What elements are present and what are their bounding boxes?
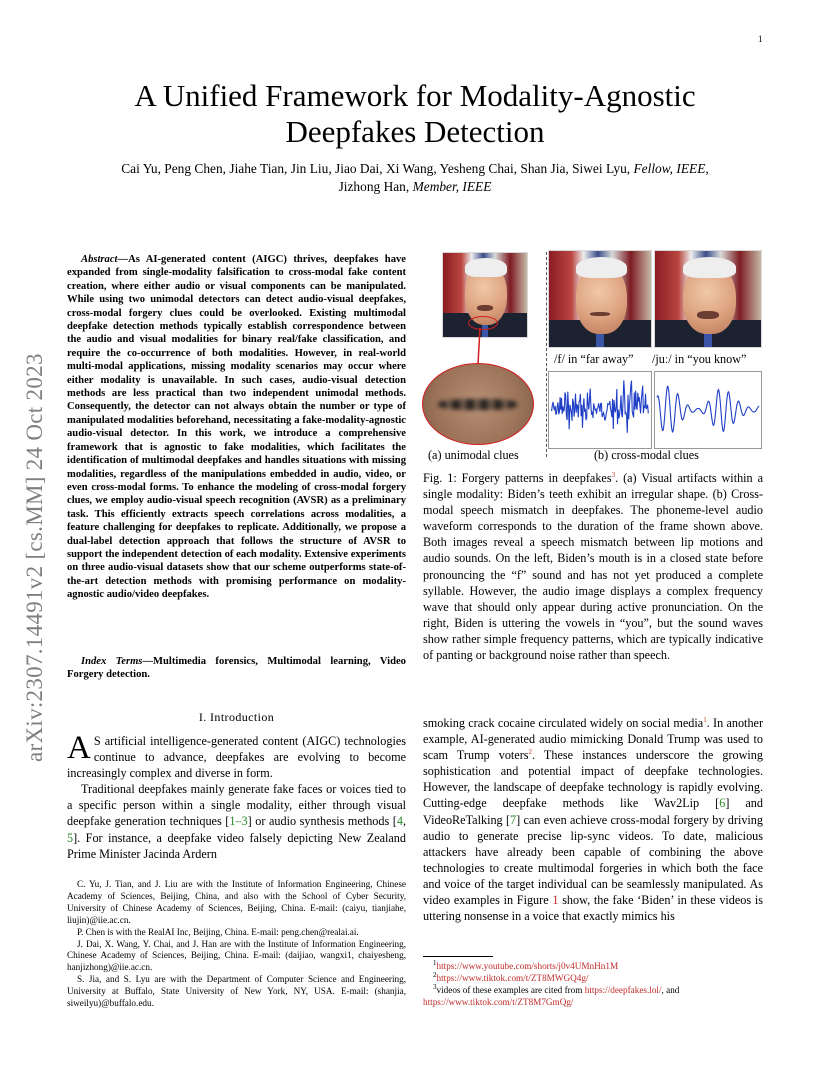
audio-waveform-simple [654, 371, 762, 449]
label-cross-modal: (b) cross-modal clues [594, 448, 699, 462]
teeth-zoom-image [422, 363, 534, 445]
author-list: Cai Yu, Peng Chen, Jiahe Tian, Jin Liu, Jiao Dai, Xi Wang, Yesheng Chai, Shan Jia, Siwei Lyu, Fellow, IEEE, Jizhong Han, Member, IEEE [121, 161, 709, 194]
citation-link[interactable]: 6 [719, 796, 726, 811]
affiliation-footnotes [67, 879, 406, 1010]
label-unimodal: (a) unimodal clues [428, 448, 519, 462]
authors-fellow: Fellow, IEEE [633, 161, 706, 176]
intro-right-column: smoking crack cocaine circulated widely on social media$^1$. In another example, AI-generated audio mimicking Donald Trump was used to scam Trump voters$^2$. These instances underscore the growing sophistication and potential impact of deepfake technologies. However, the landscape of deepfake technology is rapidly evolving. Cutting-edge deepfake methods like Wav2Lip [6] and VideoReTalking [7] can even achieve cross-modal forgery by driving audio to generate precise lip-sync videos. To date, malicious attackers have already been capable of combining the above technologies to create multimodal forgeries in which both the face and voice of the target individual can be seamlessly manipulated. As video examples in Figure 1 show, the fake ‘Biden’ in these videos is uttering nonsense in a voice that exactly mimics his [423, 715, 764, 924]
abstract-lead: Abstract [81, 254, 118, 265]
figure-reference-link[interactable]: 1 [552, 893, 559, 908]
affiliation-note: J. Dai, X. Wang, Y. Chai, and J. Han are with the Institute of Information Engineering, Chinese Academy of Sciences, Beijing, China. E-mail: (daijiao, wangxi1, chaiyesheng, hanjizhong)@iie.ac.cn. [67, 938, 406, 973]
arxiv-stamp: arXiv:2307.14491v2 [cs.MM] 24 Oct 2023 [22, 353, 47, 762]
figure-caption: Fig. 1: Forgery patterns in deepfakes$^3$. (a) Visual artifacts within a single modality: Biden’s teeth exhibit an irregular shape. (b) Cross-modal speech mismatch in deepfakes. The phoneme-level audio waveform corresponds to the duration of the frame shown above. Both images reveal a speech mismatch between lip motions and audio sounds. On the left, Biden’s mouth is in a closed state before pronouncing the “f” sound and has not yet produced a complete syllable. However, the audio image displays a complex frequency wave that should only appear during active pronunciation. On the right, Biden is uttering the vowels in “you”, but the sound waves show rather simple frequency patterns, which are typically indicative of panting or background noise rather than speech. [423, 470, 763, 663]
footnote-rule [423, 956, 493, 957]
zoom-connector-line [422, 250, 546, 370]
footnote-url[interactable]: https://www.youtube.com/shorts/j0v4UMnHn1M [436, 961, 619, 971]
citation-link[interactable]: 7 [510, 812, 517, 827]
paper-title [60, 78, 770, 150]
footnote-marker[interactable]: 3 [611, 470, 616, 479]
footnote-url[interactable]: https://www.tiktok.com/t/ZT8MWGQ4g/ [436, 973, 589, 983]
index-lead: Index Terms [81, 656, 143, 667]
title-line-1: A Unified Framework for Modality-Agnostic [134, 78, 696, 113]
affiliation-note: P. Chen is with the RealAI Inc, Beijing, China. E-mail: peng.chen@realai.ai. [77, 926, 359, 937]
intro-paragraph-2: Traditional deepfakes mainly generate fake faces or voices tied to a specific person within a single modality, either through visual deepfake generation techniques [1–3] or audio synthesis methods [4, 5]. For instance, a deepfake video falsely depicting New Zealand Prime Minister Jacinda Ardern [67, 782, 407, 861]
url-footnotes: $^1$https://www.youtube.com/shorts/j0v4UMnHn1M $^2$https://www.tiktok.com/t/ZT8MWGQ4g/ $^3$videos of these examples are cited from https://deepfakes.lol/, and https://www.tiktok.com/t/ZT8M7GmQg/ [423, 958, 680, 1007]
label-f-phoneme: /f/ in “far away” [554, 352, 634, 366]
citation-link[interactable]: 4 [396, 814, 403, 829]
title-line-2: Deepfakes Detection [285, 114, 545, 149]
affiliation-note: S. Jia, and S. Lyu are with the Department of Computer Science and Engineering, University at Buffalo, State University of New York, NY, USA. E-mail: (shanjia, siweilyu)@buffalo.edu. [67, 974, 406, 1009]
audio-waveform-complex [548, 371, 652, 449]
abstract [67, 253, 406, 602]
figure-1 [422, 250, 762, 465]
citation-link[interactable]: 5 [67, 830, 74, 845]
footnote-url[interactable]: https://deepfakes.lol/ [584, 985, 662, 995]
authors-member: Member, IEEE [412, 179, 492, 194]
authors-line-1: Cai Yu, Peng Chen, Jiahe Tian, Jin Liu, Jiao Dai, Xi Wang, Yesheng Chai, Shan Jia, Siwei Lyu, [121, 161, 631, 176]
index-text: —Multimedia forensics, Multimodal learning, Video Forgery detection. [67, 656, 406, 681]
intro-left-column [67, 730, 407, 862]
figure-divider [546, 252, 547, 457]
biden-face-image-b2 [654, 250, 762, 348]
footnote-url[interactable]: https://www.tiktok.com/t/ZT8M7GmQg/ [423, 997, 574, 1007]
page-number: 1 [758, 34, 763, 44]
abstract-text: —As AI-generated content (AIGC) thrives, deepfakes have expanded from single-modality falsification to cross-modal fake content creation, where either audio or visual components can be manipulated. While using two unimodal detectors can detect audio-visual deepfakes, cross-modal forgery clues could be overlooked. Existing multimodal deepfake detection methods typically establish correspondence between the audio and visual modalities for binary real/fake classification, and require the co-occurrence of both modalities. However, in real-world multi-modal applications, missing modality scenarios may occur where either modality is unavailable. In such cases, audio-visual detection methods are less practical than two independent unimodal methods. Consequently, the detector can not always obtain the number or type of manipulated modalities beforehand, necessitating a fake-modality-agnostic audio-visual detector. In this work, we introduce a comprehensive framework that is agnostic to fake modalities, which facilitates the identification of multimodal deepfakes and handles situations with missing modalities, regardless of the manipulations embedded in audio, video, or even cross-modal forms. To enhance the modeling of cross-modal forgery clues, we employ audio-visual speech recognition (AVSR) as a preliminary task. This efficiently extracts speech correlations across modalities, a feature challenging for deepfakes to replicate. Additionally, we propose a dual-label detection approach that follows the structure of AVSR to support the independent detection of each modality. Extensive experiments on three audio-visual datasets show that our scheme outperforms state-of-the-art detection methods with promising performance on modality-agnostic audio/video deepfakes. [67, 254, 406, 601]
index-terms [67, 655, 406, 682]
intro-paragraph-1: A S artificial intelligence-generated content (AIGC) technologies continue to advance, deepfakes are evolving to become increasingly complex and diverse in form. [67, 730, 406, 781]
drop-cap: A [67, 730, 91, 766]
affiliation-note: C. Yu, J. Tian, and J. Liu are with the Institute of Information Engineering, Chinese Academy of Sciences, Beijing, China, and also with the School of Cyber Security, University of Chinese Academy of Sciences, Beijing, China. E-mail: (caiyu, tianjiahe, liujin)@iie.ac.cn. [67, 879, 406, 925]
label-ju-phoneme: /juː/ in “you know” [652, 352, 747, 366]
authors-line-2: Jizhong Han, [338, 179, 410, 194]
footnote-marker[interactable]: 1 [703, 715, 707, 724]
citation-link[interactable]: 1–3 [229, 814, 248, 829]
footnote-marker[interactable]: 2 [528, 748, 533, 757]
biden-face-image-b1 [548, 250, 652, 348]
section-heading: I. Introduction [198, 710, 275, 724]
